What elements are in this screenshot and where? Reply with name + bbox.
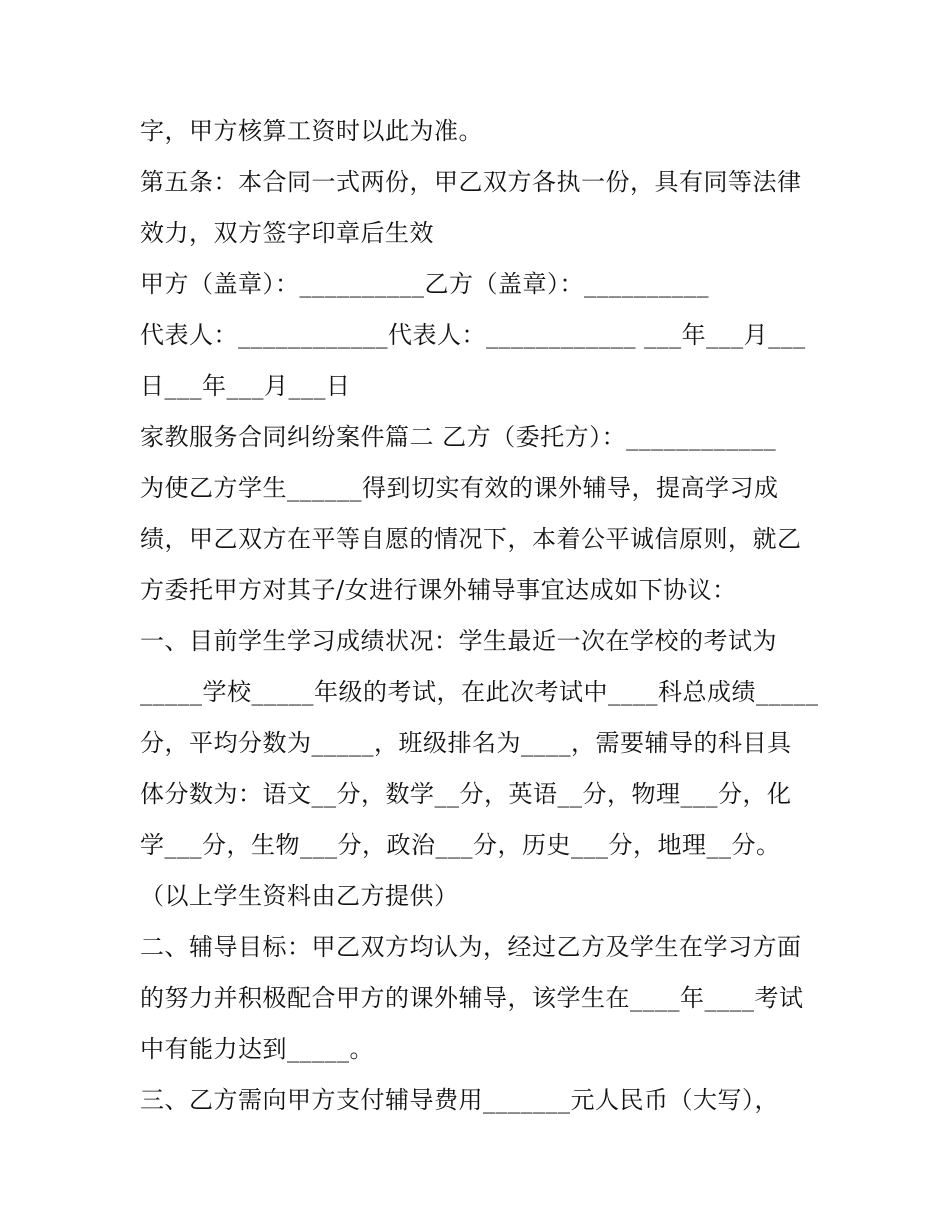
text-line: （以上学生资料由乙方提供） <box>140 882 459 910</box>
section-heading: 家教服务合同纠纷案件篇二 乙方（委托方）：____________ <box>140 423 777 451</box>
contract-body <box>140 106 820 1126</box>
text-line: 方委托甲方对其子/女进行课外辅导事宜达成如下协议： <box>140 576 737 604</box>
text-line: 效力，双方签字印章后生效 <box>140 219 434 247</box>
text-line: 字，甲方核算工资时以此为准。 <box>140 117 483 145</box>
text-line: 第五条：本合同一式两份，甲乙双方各执一份，具有同等法律 <box>140 168 802 196</box>
text-line: 绩，甲乙双方在平等自愿的情况下，本着公平诚信原则，就乙 <box>140 525 802 553</box>
text-line: 的努力并积极配合甲方的课外辅导，该学生在____年____考试 <box>140 984 804 1012</box>
text-line: 中有能力达到_____。 <box>140 1035 374 1063</box>
clause-one: 一、目前学生学习成绩状况：学生最近一次在学校的考试为 <box>140 627 777 655</box>
clause-two: 二、辅导目标：甲乙双方均认为，经过乙方及学生在学习方面 <box>140 933 802 961</box>
text-line: 学___分，生物___分，政治___分，历史___分，地理__分。 <box>140 831 781 859</box>
signature-line-representatives: 代表人：____________代表人：____________ ___年___月___ <box>140 321 806 349</box>
clause-three: 三、乙方需向甲方支付辅导费用_______元人民币（大写）， <box>140 1086 779 1114</box>
text-line: 体分数为：语文__分，数学__分，英语__分，物理___分，化 <box>140 780 792 808</box>
text-line: 分，平均分数为_____，班级排名为____，需要辅导的科目具 <box>140 729 792 757</box>
date-line: 日___年___月___日 <box>140 372 351 400</box>
text-line: _____学校_____年级的考试，在此次考试中____科总成绩_____ <box>140 678 819 706</box>
text-line: 为使乙方学生______得到切实有效的课外辅导，提高学习成 <box>140 474 779 502</box>
signature-line-party-seals: 甲方（盖章）：__________乙方（盖章）：__________ <box>140 270 709 298</box>
